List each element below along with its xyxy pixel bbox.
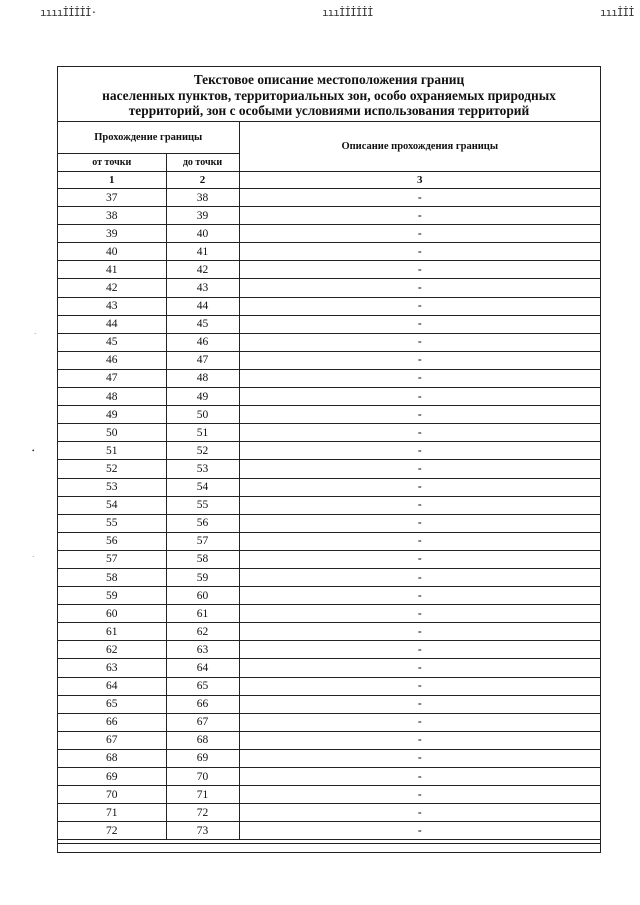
- to-point-cell: 73: [166, 822, 239, 840]
- from-point-cell: 46: [58, 351, 166, 369]
- to-point-cell: 71: [166, 786, 239, 804]
- from-point-cell: 57: [58, 550, 166, 568]
- from-point-cell: 42: [58, 279, 166, 297]
- to-point-cell: 69: [166, 749, 239, 767]
- from-point-cell: 38: [58, 207, 166, 225]
- to-point-cell: 50: [166, 406, 239, 424]
- from-point-cell: 62: [58, 641, 166, 659]
- table-row: [58, 605, 600, 623]
- description-cell: -: [239, 243, 600, 261]
- from-point-cell: 66: [58, 713, 166, 731]
- document-title: [58, 67, 600, 122]
- from-point-cell: 55: [58, 514, 166, 532]
- from-point-cell: 39: [58, 225, 166, 243]
- description-cell: -: [239, 641, 600, 659]
- table-row: [58, 550, 600, 568]
- description-cell: -: [239, 279, 600, 297]
- to-point-cell: 46: [166, 333, 239, 351]
- to-point-cell: 40: [166, 225, 239, 243]
- table-header-row: [58, 122, 600, 154]
- table-row: [58, 713, 600, 731]
- to-point-cell: 39: [166, 207, 239, 225]
- from-point-cell: 44: [58, 315, 166, 333]
- to-point-cell: 60: [166, 587, 239, 605]
- description-cell: -: [239, 207, 600, 225]
- to-point-cell: 62: [166, 623, 239, 641]
- description-cell: -: [239, 587, 600, 605]
- from-point-cell: 45: [58, 333, 166, 351]
- table-row: [58, 749, 600, 767]
- description-cell: -: [239, 388, 600, 406]
- table-row: [58, 623, 600, 641]
- description-header-cell: Описание прохождения границы: [239, 122, 600, 172]
- description-cell: -: [239, 442, 600, 460]
- description-cell: -: [239, 333, 600, 351]
- description-cell: -: [239, 731, 600, 749]
- to-point-cell: 44: [166, 297, 239, 315]
- table-row: [58, 388, 600, 406]
- from-point-cell: 64: [58, 677, 166, 695]
- description-cell: -: [239, 713, 600, 731]
- table-row: [58, 189, 600, 207]
- table-row: [58, 424, 600, 442]
- table-row: [58, 822, 600, 840]
- from-point-cell: 63: [58, 659, 166, 677]
- table-row: [58, 659, 600, 677]
- from-point-cell: 58: [58, 568, 166, 586]
- to-point-cell: 48: [166, 369, 239, 387]
- table-row: [58, 460, 600, 478]
- from-point-cell: 68: [58, 749, 166, 767]
- to-point-cell: 67: [166, 713, 239, 731]
- from-point-cell: 50: [58, 424, 166, 442]
- table-row: [58, 731, 600, 749]
- from-point-cell: 52: [58, 460, 166, 478]
- scan-speck: •: [32, 447, 35, 455]
- table-row: [58, 768, 600, 786]
- to-point-cell: 61: [166, 605, 239, 623]
- description-cell: -: [239, 550, 600, 568]
- from-point-cell: 48: [58, 388, 166, 406]
- from-point-cell: 37: [58, 189, 166, 207]
- from-point-cell: 40: [58, 243, 166, 261]
- description-cell: -: [239, 478, 600, 496]
- to-point-cell: 41: [166, 243, 239, 261]
- from-point-cell: 51: [58, 442, 166, 460]
- table-row: [58, 442, 600, 460]
- table-row: [58, 786, 600, 804]
- description-cell: -: [239, 261, 600, 279]
- description-cell: -: [239, 768, 600, 786]
- description-cell: -: [239, 496, 600, 514]
- from-point-cell: 65: [58, 695, 166, 713]
- from-point-cell: 43: [58, 297, 166, 315]
- to-point-cell: 51: [166, 424, 239, 442]
- to-point-cell: 58: [166, 550, 239, 568]
- description-cell: -: [239, 695, 600, 713]
- to-point-cell: 68: [166, 731, 239, 749]
- from-point-cell: 59: [58, 587, 166, 605]
- table-row: [58, 695, 600, 713]
- to-point-cell: 47: [166, 351, 239, 369]
- table-row: [58, 478, 600, 496]
- to-point-cell: 64: [166, 659, 239, 677]
- description-cell: -: [239, 460, 600, 478]
- boundary-table: [58, 122, 600, 840]
- table-row: [58, 315, 600, 333]
- to-point-cell: 54: [166, 478, 239, 496]
- column-number: 2: [166, 172, 239, 189]
- to-point-cell: 45: [166, 315, 239, 333]
- to-point-cell: 65: [166, 677, 239, 695]
- to-point-cell: 42: [166, 261, 239, 279]
- table-row: [58, 804, 600, 822]
- table-row: [58, 369, 600, 387]
- to-point-cell: 56: [166, 514, 239, 532]
- column-number: 3: [239, 172, 600, 189]
- description-cell: -: [239, 659, 600, 677]
- scan-registration-marks: ıııİİİİİİ: [322, 6, 373, 19]
- description-cell: -: [239, 189, 600, 207]
- description-cell: -: [239, 804, 600, 822]
- description-cell: -: [239, 315, 600, 333]
- to-point-cell: 49: [166, 388, 239, 406]
- description-cell: -: [239, 406, 600, 424]
- from-point-cell: 67: [58, 731, 166, 749]
- to-point-cell: 55: [166, 496, 239, 514]
- from-point-header: от точки: [58, 154, 166, 172]
- description-cell: -: [239, 369, 600, 387]
- title-line-1: Текстовое описание местоположения границ: [193, 72, 465, 87]
- table-row: [58, 532, 600, 550]
- to-point-cell: 43: [166, 279, 239, 297]
- description-cell: -: [239, 822, 600, 840]
- from-point-cell: 54: [58, 496, 166, 514]
- table-row: [58, 351, 600, 369]
- from-point-cell: 47: [58, 369, 166, 387]
- description-cell: -: [239, 297, 600, 315]
- to-point-cell: 70: [166, 768, 239, 786]
- group-header-cell: Прохождение границы: [58, 122, 239, 154]
- to-point-cell: 52: [166, 442, 239, 460]
- table-row: [58, 514, 600, 532]
- to-point-cell: 72: [166, 804, 239, 822]
- table-row: [58, 207, 600, 225]
- to-point-cell: 59: [166, 568, 239, 586]
- scan-speck: ·: [34, 330, 37, 338]
- table-row: [58, 677, 600, 695]
- description-cell: -: [239, 749, 600, 767]
- description-cell: -: [239, 623, 600, 641]
- from-point-cell: 56: [58, 532, 166, 550]
- to-point-cell: 57: [166, 532, 239, 550]
- scan-registration-marks: ıııİİİ: [600, 6, 634, 19]
- to-point-cell: 63: [166, 641, 239, 659]
- table-row: [58, 297, 600, 315]
- description-cell: -: [239, 514, 600, 532]
- table-row: [58, 333, 600, 351]
- scan-speck: ·: [32, 553, 35, 561]
- description-cell: -: [239, 424, 600, 442]
- bottom-rule: [58, 843, 600, 844]
- to-point-header: до точки: [166, 154, 239, 172]
- table-row: [58, 243, 600, 261]
- table-row: [58, 587, 600, 605]
- title-line-3: территорий, зон с особыми условиями использования территорий: [128, 103, 530, 118]
- scan-registration-marks: ııııİİİİİ·: [40, 6, 97, 19]
- table-row: [58, 496, 600, 514]
- description-cell: -: [239, 677, 600, 695]
- table-row: [58, 641, 600, 659]
- from-point-cell: 60: [58, 605, 166, 623]
- table-row: [58, 279, 600, 297]
- table-row: [58, 406, 600, 424]
- to-point-cell: 53: [166, 460, 239, 478]
- column-number: 1: [58, 172, 166, 189]
- from-point-cell: 53: [58, 478, 166, 496]
- description-cell: -: [239, 351, 600, 369]
- description-cell: -: [239, 532, 600, 550]
- document-frame: [57, 66, 601, 853]
- from-point-cell: 41: [58, 261, 166, 279]
- table-row: [58, 261, 600, 279]
- description-cell: -: [239, 225, 600, 243]
- from-point-cell: 61: [58, 623, 166, 641]
- from-point-cell: 69: [58, 768, 166, 786]
- column-numbers-row: [58, 172, 600, 189]
- description-cell: -: [239, 605, 600, 623]
- from-point-cell: 70: [58, 786, 166, 804]
- title-line-2: населенных пунктов, территориальных зон, особо охраняемых природных: [102, 87, 556, 103]
- to-point-cell: 66: [166, 695, 239, 713]
- from-point-cell: 72: [58, 822, 166, 840]
- description-cell: -: [239, 568, 600, 586]
- table-row: [58, 225, 600, 243]
- from-point-cell: 71: [58, 804, 166, 822]
- description-cell: -: [239, 786, 600, 804]
- from-point-cell: 49: [58, 406, 166, 424]
- to-point-cell: 38: [166, 189, 239, 207]
- table-row: [58, 568, 600, 586]
